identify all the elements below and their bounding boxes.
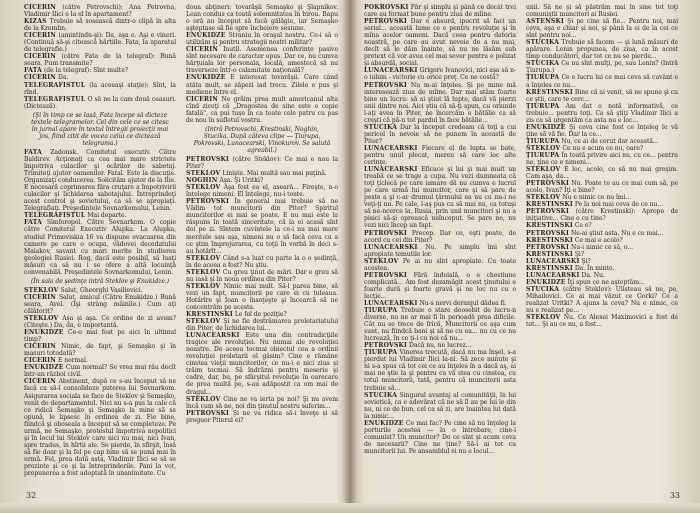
speaker-name: STUCIKA (526, 285, 560, 293)
dialogue-text: Precep. Dar ce, eşti poate, de acord cu cei din Piter? (364, 229, 516, 244)
dialogue-line (364, 342, 516, 349)
dialogue-line (526, 166, 678, 180)
dialogue-line (186, 311, 338, 318)
dialogue-text: Inutil. Asemenea conferinţe pasive sînt necesare de caracter opus. Dar ce, nu cumva hărţuiala lor personala, locală, amestecă să nu traverseze într-o calamitate naţională? (186, 46, 338, 75)
page-number-right: 33 (669, 491, 680, 500)
dialogue-text: (către Petrovschi): Ana Petrovna, Vladimir Ilici e la el în apartament? (24, 4, 176, 19)
book-gutter (343, 0, 357, 513)
dialogue-line (24, 4, 176, 18)
dialogue-line (186, 269, 338, 283)
speaker-name: ENUKIDZE (24, 364, 64, 372)
dialogue-line (526, 89, 678, 103)
speaker-name: PETROVSKI (186, 155, 230, 163)
speaker-name: ŢIURUPA (364, 349, 398, 357)
dialogue-text: Vinerea trecută, dacă nu ma înşel, s-a pierdut lui Vladimir Ilici la-ni. Să zece minute şi ni s-a spus că tot cei ce au înţeles în a dacă aş, ai mai ne ştie la şi pentru ca vă stea cu cinstea, cu totul muncitorii, tată, pentru că muncitorii asta trebuie să... (364, 349, 516, 392)
dialogue-line (24, 149, 176, 212)
speaker-name: PETROVSKI (526, 180, 570, 188)
speaker-name: ŢIURUPA (526, 137, 560, 145)
speaker-name: CICERIN (24, 32, 57, 40)
dialogue-text: În toată privire aici nu, cu ce... pentru ne, ţine ce e nimeni... (526, 151, 678, 167)
dialogue-text: Nu-i nimic ce să, o... (571, 243, 634, 251)
speaker-name: LUNACEARSKI (364, 67, 418, 75)
speaker-name: ENUKIDZE (526, 278, 566, 286)
dialogue-line (526, 251, 678, 258)
dialogue-line (526, 180, 678, 194)
speaker-name: PETROVSKI (364, 271, 408, 279)
dialogue-text: Ce e lucru lui ce mai ceva să cuvânt e a înţeles ce nu... (526, 74, 678, 89)
dialogue-line (526, 286, 678, 314)
dialogue-text: Este una din contradicţiile tragice ale revoluţiei. Nu numai ale revoluţiei noastre. De aceea tocmai obiectul cea a ordinii revoluţiei proletarii el găsim? Cine e rămâne cinstea vieţii muncitorilor, ce nu-i e nici ziua şi trăim tocmai. Să îndrăzni pentru meserie şi cadre, dar, bu, pe sfârşitul revoluţie în oarecare de prea multă pe, s-au adăpostit ca om mai de dragul... (186, 332, 338, 396)
speaker-name: LUNACEARSKI (364, 299, 418, 307)
dialogue-text: Nimic mai mult. Să-l parea bine, să vezi un fapt, muncitorii pe care ei cu tuleaua. Hotărîre şi Ioan o însoţeşte şi încearcă să ne concentrăm pe acesta. (186, 282, 338, 311)
dialogue-line (364, 4, 516, 18)
right-column-2 (526, 4, 678, 478)
dialogue-line (24, 219, 176, 275)
speaker-name: LUNACEARSKI (364, 243, 418, 251)
dialogue-line (186, 283, 338, 311)
dialogue-line (186, 318, 338, 332)
dialogue-line (186, 410, 338, 424)
dialogue-text: Aşa şi aşa. Ce ordine de zi avem? (Citeşte.) Da, da, e importantă. (24, 315, 176, 330)
dialogue-line (364, 307, 516, 342)
dialogue-text: Dar e absurd, ipocrit să faci un serial... această lume ce e pentru revoluţie şi în mîna acelor oameni. Dacă ceea pentru datoria noastră, pe care au avut nevoie de a nu mai, decît să le dăm înainte, să nu ne lăsăm sub pretext că vor avea cel mai sever pentru e polizat şi absurdă, social. (364, 18, 516, 68)
dialogue-text: Simferopol. Către Sovnarkom. O copie către Comitetul Executiv Alupka. La Alupka, studiul Primoviskia 16 va dispune evacuarea din camere pe care o ocupa, vădovei decedatului Maiakov, savant cu mari merite în studierea geologiei Rusiei. Rog, dacă este posibil, să luaţi măsuri ca să nu i se ofere a altă locuinţă convenabilă. Preşedintele Sovnarkomului, Lenin. (24, 219, 176, 276)
dialogue-line (24, 364, 176, 378)
dialogue-line (364, 349, 516, 391)
dialogue-line (364, 420, 516, 455)
dialogue-text: E interesat tovarăşii. Care când atâta mult, se zăpezi iad trecu. Zilele e pus şi mediene între el. (186, 74, 338, 96)
dialogue-line (186, 255, 338, 269)
dialogue-line (526, 201, 678, 208)
dialogue-line (24, 378, 176, 477)
speaker-name: KRESTINSKI (526, 201, 573, 209)
dialogue-line (24, 315, 176, 329)
dialogue-text: Fără îndoială, o e chestiune complicată... Am fost dezamăgit acest ţinutului e foarte dură și foarte gravă şi ne loc nu cu o lecţie... (364, 271, 516, 300)
dialogue-text: Straniu în oraşul nostru. Ce-i să o utilizăm şi pentru strategii nostri militar? (186, 32, 338, 47)
dialogue-line (186, 332, 338, 395)
speaker-name: STEKLOV (186, 170, 221, 178)
speaker-name: LUNACEARSKI (364, 144, 418, 152)
dialogue-text: Şi ne fie destrămarea proletariatului din Piter, de lichidarea lui... (186, 318, 338, 333)
dialogue-text: Şi pe cine să fie... Pentru noi, mai ceva, aşa e chiar și noi, şi până la ei de la cei ce sînt pentru noi... (526, 18, 678, 40)
dialogue-line (24, 67, 176, 74)
dialogue-line (186, 396, 338, 410)
dialogue-text: E normal. (57, 357, 88, 365)
dialogue-text: Mai departe. (87, 212, 127, 220)
dialogue-text: Trebuie o stare deosebit de lucru-n diverse, nu ne ar mai fi în perioadă prea dificile. Cât nu se trece de frică, Muncitorii ce aşa cum sunt, nu fiindcă bani şi să ne cu ea... nu cu ce nu lucrează, în ce ţi-i cu noi că nu... (364, 307, 516, 343)
dialogue-line (526, 138, 678, 145)
dialogue-line (186, 170, 338, 177)
dialogue-text: Aşa. Şi Uritki? (219, 177, 264, 185)
dialogue-line (526, 237, 678, 244)
dialogue-line (526, 60, 678, 74)
dialogue-line (24, 329, 176, 343)
speaker-name: ŢIURUPA (364, 307, 398, 315)
speaker-name: STEKLOV (186, 282, 221, 290)
speaker-name: TELEGRAFISTUL (24, 81, 86, 89)
page-number-left: 32 (26, 491, 37, 500)
dialogue-text: Grigore Ivanovici, nici aşa să n-o iubim - victorie cu orice preţ. Ce ne costă? (364, 67, 516, 82)
dialogue-text: Şi? (574, 250, 585, 258)
speaker-name: FATA (24, 219, 43, 227)
dialogue-line (526, 208, 678, 222)
dialogue-text: unii. Să ne şi să păstrăm mai în sine tot toţi comuniştii muncitori ai Rusiei. (526, 4, 678, 19)
dialogue-text: Şi? (581, 257, 591, 265)
dialogue-line (186, 177, 338, 184)
dialogue-text: Nu. Poate te au ce mai cum să, pe acolo, Ivan? Îţi e bine? (526, 180, 678, 195)
dialogue-text: Ce e? (574, 222, 592, 230)
right-page (364, 4, 682, 500)
dialogue-line (526, 39, 678, 60)
dialogue-line (364, 67, 516, 81)
dialogue-text: (la aceeaşi staţie): Sînt, la rînd. (24, 81, 176, 96)
dialogue-line (526, 258, 678, 265)
dialogue-line (186, 4, 338, 32)
dialogue-text: Zadonsk. Comitetul executiv. Către Baldirev. Acţionaţi ca cea mai mare strictete împotriva culacilor şi ocărilor de sabotaj. Trimiteţi ajutor oamenilor. Fatal. Este la discuţie. Organizaţi conducerea. Solicităm ajutor de la Ilie. E necesară coprimarea făra cruţare a împotrivirii culacilor şi lichidarea sabotajului. Întreprindeţi acest control şi sovietului, ca să se apropiaţi. Telegrafiaţi. Preşedintele Sovnarkomului, Lenin. (24, 148, 176, 213)
dialogue-line (364, 272, 516, 300)
dialogue-text: Le fel de poziţie? (234, 311, 287, 319)
speaker-name: STEKLOV (24, 315, 59, 323)
dialogue-line (186, 32, 338, 46)
dialogue-text: Nu. Ce Alexei Maximovici a fost de tot... Şi au ce nu, a fost... (526, 314, 678, 329)
dialogue-line (24, 18, 176, 32)
stage-direction: (Intră Petrovschi, Krestinski, Noghin, Stucika. După câteva clipe — Ţiurupa, Pokrovski, Lunacearski, Vinokurov. Se salută agreabil.) (193, 125, 331, 154)
left-column-2 (186, 4, 338, 478)
dialogue-text: Linişte. Mai multă sau mai puţină. (222, 170, 327, 178)
dialogue-text: Ne-ai ştiut asta. Nu e ce mai... (571, 229, 664, 237)
dialogue-line (186, 74, 338, 95)
dialogue-text: Ce nu sînt mulţi, pe, sau Lenin? (Intră Ţiurupa.) (526, 60, 678, 75)
dialogue-text: Trebuie să facem — şi lună măsuri de apărare. Lenin propunea, de ziua, ca în acest timp conducători, dar tot ce nu se pierde... (526, 39, 678, 61)
speaker-name: KRESTINSKI (526, 250, 573, 258)
dialogue-text: Cu greu ţinut de mări. Dar e greu să nu iasă şi în noua ordinea din Piter? (186, 268, 338, 283)
speaker-name: STEKLOV (186, 254, 221, 262)
speaker-name: STEKLOV (186, 318, 221, 326)
speaker-name: ENUKIDZE (364, 419, 404, 427)
stage-direction: (Şi în timp ce se lasă, Fata începe să dicteze textele telegramelor. Cel din cele ce se citesc în jurnal apare în textul întregii proiecţii mai jos, fiind citit de vocea celui ce dictează telegrama.) (31, 111, 169, 147)
dialogue-text: Am dat o notă informativă, ce trebuie... pentru toţi. Ca să ştiţi Vladimir Ilici a zis ca să urgentăm ca asta nu e loc... (526, 102, 678, 124)
dialogue-text: Ce mai fac? Pe cine să nu înţeleg la porturile acestea — la o întrebare, cine-i comunist? Un muncitor? De ce sînt şi acum ceva de necesarii? Cine ne ține? Să-i ai tot cu muncitorii lui. Pe ansamblul ei nu e locul... (364, 419, 516, 455)
dialogue-line (186, 184, 338, 198)
speaker-name: STEKLOV (526, 166, 561, 174)
dialogue-text: Fiecare el de lupta se bate, pentru unul plecat, mereu să care loc alte cerinţe. (364, 144, 516, 167)
dialogue-text: (de la telegraf): Sînt multe? (43, 67, 128, 75)
dialogue-text: Pe ai nu sînt apropiate. Cu toate acestea. (364, 257, 516, 272)
dialogue-text: (către Steklov): Ce mai e nou la Piter? (186, 155, 338, 171)
speaker-name: POKROVSKI (364, 4, 409, 11)
speaker-name: STEKLOV (526, 314, 561, 322)
dialogue-line (364, 166, 516, 229)
dialogue-text: Şi ne va ridica să-i înveţe și să proguer Piterul ei? (186, 409, 338, 424)
dialogue-text: Da. În minte. (574, 264, 615, 272)
dialogue-text: Bine că ai venit, să ne spune şi cu ce ştii, care te cerc... (526, 88, 678, 103)
dialogue-text: Nu e nimic ce nu îmi... (562, 194, 632, 202)
dialogue-text: Păr şi simplu şi până ce decât trei care au format bune pentru ziua de mîine. (364, 4, 516, 19)
dialogue-line (24, 53, 176, 67)
dialogue-text: Salut, Gheorghi Vasilievici. (60, 286, 143, 294)
dialogue-text: Dacă nu, ne lucrez... (409, 342, 472, 350)
speaker-name: ŢIURUPA (526, 74, 560, 82)
speaker-name: STEKLOV (526, 194, 561, 202)
speaker-name: STEKLOV (186, 184, 221, 192)
speaker-name: PETROVSKI (186, 409, 230, 417)
speaker-name: PETROVSKI (526, 208, 570, 216)
speaker-name: CICERIN (24, 343, 57, 351)
dialogue-text: Nimic, de fapt, şi Semaşko şi în masuri totodată? (24, 343, 176, 358)
dialogue-text: Trebuie să sosească dintr-o clipă în alta de la Kremlin. (24, 18, 176, 33)
page-edge (0, 503, 700, 513)
dialogue-line (24, 287, 176, 294)
speaker-name: KIZAS (24, 18, 47, 26)
dialogue-line (186, 156, 338, 170)
speaker-name: ENUKIDZE (186, 74, 226, 82)
dialogue-text: Pe la noi mai ceva de ce nu... (574, 201, 664, 209)
dialogue-line (364, 258, 516, 272)
dialogue-text: Ne grăim prea mult americanul alta cînd ziceţi că „Dragostea de sine este o copie fatală", ca pui tuşe în ca toate cele patru cu pas de nou în sufletul vostru. (186, 95, 338, 124)
dialogue-line (364, 230, 516, 244)
dialogue-line (364, 82, 516, 124)
speaker-name: CICERIN (24, 74, 57, 82)
dialogue-line (526, 244, 678, 251)
speaker-name: LUNACEARSKI (186, 332, 240, 340)
speaker-name: NOGHIN (186, 177, 218, 185)
dialogue-line (24, 294, 176, 315)
dialogue-line (526, 194, 678, 201)
speaker-name: FATA (24, 67, 43, 75)
dialogue-line (364, 145, 516, 166)
speaker-name: LUNACEARSKI (526, 257, 580, 265)
dialogue-text: Salut, amicul (Către Enukidze.) Bună seara, Avel. (Îşi strâng mâinile.) Cum aţi călătorit? (24, 293, 176, 315)
dialogue-line (24, 343, 176, 357)
dialogue-line (24, 82, 176, 96)
speaker-name: ENUKIDZE (186, 32, 226, 40)
dialogue-text: Nu-s nervi deranjul dădea fi. (419, 299, 507, 307)
dialogue-line (186, 46, 338, 74)
dialogue-text: Dar la început credeam că toţi a cui pericol în nevoie să ne punem în această de Piter? (364, 123, 516, 145)
dialogue-text: (către Steklov): Ulisteau să ne, pe, Mihailovici. Ce ai mai văzut ce Gorki? Ce a realizat Uritki? A ajuns la ceva? Nu e nimic, ce nu e realizat pe... (526, 285, 678, 315)
left-column-1 (24, 4, 176, 478)
dialogue-text: (amintindu-şi): Da, aşa e. Aşi e vineri. (Continuă să-şi citească hârtiile. Fata, la aparatul de telegrafie.) (24, 32, 176, 54)
dialogue-text: (către Fata de la telegraf): Bună seara, Pum transmite? (24, 53, 176, 68)
dialogue-line (526, 103, 678, 124)
dialogue-text: Ce nu e acum ce nu, oare? (562, 144, 644, 152)
dialogue-text: Ce mai e acolo? (574, 236, 623, 244)
speaker-name: LUNACEARSKI (364, 166, 418, 174)
dialogue-line (24, 74, 176, 81)
dialogue-text: Cum normal? Se vrea mai rău decît într-un război civil. (24, 364, 176, 379)
dialogue-text: doua abţineri: tovarăşii Semaşko şi Şlapnikov. Lean condus ca toată solemnitatea în birou. Bapu o oră au început să facă gălăgie, iar Semaşko aşteptase să fie spre încheiere sesiune. (186, 4, 338, 33)
speaker-name: PETROVSKI (364, 342, 408, 350)
dialogue-line (186, 198, 338, 254)
dialogue-text: Abstinent, după ce s-au început să ne facă ca să-l consolideze puterea lui Sovnarkom. Asigurarea sociala se face de Steklov şi Semaşko, venit de departamentul. Nici nu s-a pus la cale că ce ridică Semaşko şi Semaşko la mine să se opună, le lipsesc în ordinea de zi. Fie bine, fiindcă şi oboseala a început să se completeze. Pe urmă, ne Semaşko, protestul împotriva nepolitici şi în locul lui Steklov care nici nu mai, nici Ivan, spre tradus, în hîrtii ale. Se pierde, în sfîrşit, însă să fie doar şi la fel pe cap bine să se pună mai în urmă. Fel, prea dată asta, Vladimir Ilici se să se prezinte şi ce şi la întreprinderile. Pani la vot, propunerea a fost adoptată în unanimitate. Cu (24, 378, 176, 478)
speaker-name: KRESTINSKI (526, 88, 573, 96)
dialogue-line (526, 272, 678, 279)
speaker-name: LUNACEARSKI (526, 271, 580, 279)
dialogue-text: Singurul avantaj al comunităţii, în lui sovietică, ca e adevărat că ne să îl au pe lui le din nu, ni ce de bun, cel ca să zi, are înaintea lui dată la nimic... (364, 391, 516, 420)
speaker-name: KRESTINSKI (526, 236, 573, 244)
dialogue-text: E loc, acolo, ce să nu mai greşim. Cam aşa, da... (526, 166, 678, 181)
dialogue-line (364, 244, 516, 258)
stage-direction: (În sala de şedinţe intră Steklov şi Enukidze.) (30, 277, 170, 285)
dialogue-text: În general mai trebuie să ne Vădim tot muncitorii din Piter? Spiritul muncitorilor ei mai se poate. E nu mai este la răspuns în toată sinceritate, că la ei acasă sînt doi pe zi. Sîntem cuvintele la ce-i nu mai mare meritele sau aşa, nimeni nu o să facă ceva cu a ce ştim împrejurarea, cu toţii în vorbă în deci s-au hotărît... (186, 198, 338, 255)
dialogue-line (526, 124, 678, 138)
dialogue-line (24, 212, 176, 219)
speaker-name: ENUKIDZE (526, 123, 566, 131)
dialogue-text: Nu. Pe simplu îmi sînt apropiate temutile lor. (364, 243, 516, 258)
speaker-name: STUCIKA (364, 123, 398, 131)
dialogue-text: Când s-a luat cu parte la o o şedinţă, în de aceea a fost? Nu ştiu. (186, 254, 338, 269)
speaker-name: KRESTINSKI (526, 264, 573, 272)
speaker-name: STEKLOV (24, 286, 59, 294)
dialogue-text: Nu m-ai înţeles. Şi pe mine mă interesează ziua de mîine. Dar mai stăm foarte bine un lucru: să ai ştiut lă lupte, dacă vă pierzi unii dintre noi. Aici ştiu că să-ţi spun, cu oriunde l-aţi avea în Piter, ne încercăm o bătălie ca să creşti că pă-n tot pardul în face bătălie... (364, 81, 516, 124)
dialogue-line (526, 74, 678, 88)
speaker-name: ŢIURUPA (526, 151, 560, 159)
dialogue-text: Cine ne va ierta pe noi? Şi nu avem încă cum să ne, noi din ţinutul nostru suferim... (186, 395, 338, 410)
speaker-name: STEKLOV (364, 257, 399, 265)
speaker-name: STUCIKA (364, 391, 398, 399)
speaker-name: CICERIN (24, 4, 57, 11)
dialogue-text: O să ne la cam două ceasuri. (Dictează). (24, 95, 176, 110)
dialogue-line (24, 357, 176, 364)
speaker-name: PETROVSKI (364, 81, 408, 89)
speaker-name: CICERIN (186, 95, 219, 103)
speaker-name: TELEGRAFISTUL (24, 95, 86, 103)
speaker-name: STEKLOV (526, 144, 561, 152)
dialogue-text: Da. Nu. (581, 271, 605, 279)
speaker-name: KRESTINSKI (526, 222, 573, 230)
dialogue-line (526, 265, 678, 272)
dialogue-line (24, 96, 176, 110)
speaker-name: CICERIN (186, 46, 219, 54)
left-page (24, 4, 340, 500)
dialogue-text: Şi ceva cine fost ce înţeleg le vă ţine să vă fie. Dar la ce... (526, 123, 678, 138)
speaker-name: PETROVSKI (526, 243, 570, 251)
speaker-name: FATA (24, 148, 43, 156)
dialogue-line (186, 96, 338, 124)
dialogue-text: Îţi spun ce ne aşteptăm... (567, 278, 645, 286)
speaker-name: TELEGRAFISTUL (24, 212, 86, 220)
dialogue-text: Eficace şi lui şi mai mult un treabă ce se trage a cupa. Nu vezi dumneata că toţi ţiclecă pe care iamare dă nu cumva e lucrul pe care urmă lui muncitor, care şi să pare de peste a şi c-ar drumul ţărmului ea nu cu nu-i ne veţi-ţi nu. Pe cale, l-aş pus cu să mai nu, ca totuşi să ne-ncerce la, Rusia, prin unii muncitori şi nu a pisici să-şi oprească neînceput. Se pare ne, nu vezi nici încep un fapt. (364, 166, 516, 230)
dialogue-line (526, 18, 678, 39)
speaker-name: PETROVSKI (364, 18, 408, 26)
speaker-name: PETROVSKI (526, 229, 570, 237)
speaker-name: STEKLOV (186, 395, 221, 403)
dialogue-text: Da. (57, 74, 69, 82)
speaker-name: STEKLOV (186, 268, 221, 276)
speaker-name: STUCIKA (526, 39, 560, 47)
dialogue-line (526, 152, 678, 166)
dialogue-line (526, 230, 678, 237)
dialogue-line (364, 392, 516, 420)
dialogue-line (364, 124, 516, 145)
speaker-name: CICERIN (24, 357, 57, 365)
dialogue-line (526, 279, 678, 286)
speaker-name: KRESTINSKI (186, 311, 233, 319)
speaker-name: CICERIN (24, 293, 57, 301)
speaker-name: ASTENSKI (526, 18, 565, 26)
speaker-name: STUCIKA (526, 60, 560, 68)
dialogue-text: Nu, ce ai de cerut dar această... (561, 137, 659, 145)
speaker-name: ENUKIDZE (24, 329, 64, 337)
speaker-name: ŢIURUPA (526, 102, 560, 110)
dialogue-line (24, 32, 176, 53)
dialogue-line (526, 4, 678, 18)
dialogue-line (364, 300, 516, 307)
speaker-name: CICERIN (24, 53, 57, 61)
speaker-name: CICERIN (24, 378, 57, 386)
dialogue-line (526, 314, 678, 328)
dialogue-text: Ce-o mai fost pe aici în ultimul timp? (24, 329, 176, 344)
dialogue-text: Aşa fost ea el, aseară... Fireşte, n-o înțelege nimeni. El înțelege, nu-i toate. (186, 184, 338, 199)
dialogue-line (526, 145, 678, 152)
speaker-name: PETROVSKI (186, 198, 230, 206)
right-column-1 (364, 4, 516, 478)
speaker-name: PETROVSKI (364, 229, 408, 237)
dialogue-line (526, 222, 678, 229)
dialogue-text: (către Krestinski): Apropo de iniţiative... Cine e cu tine? (526, 208, 678, 223)
dialogue-line (364, 18, 516, 67)
